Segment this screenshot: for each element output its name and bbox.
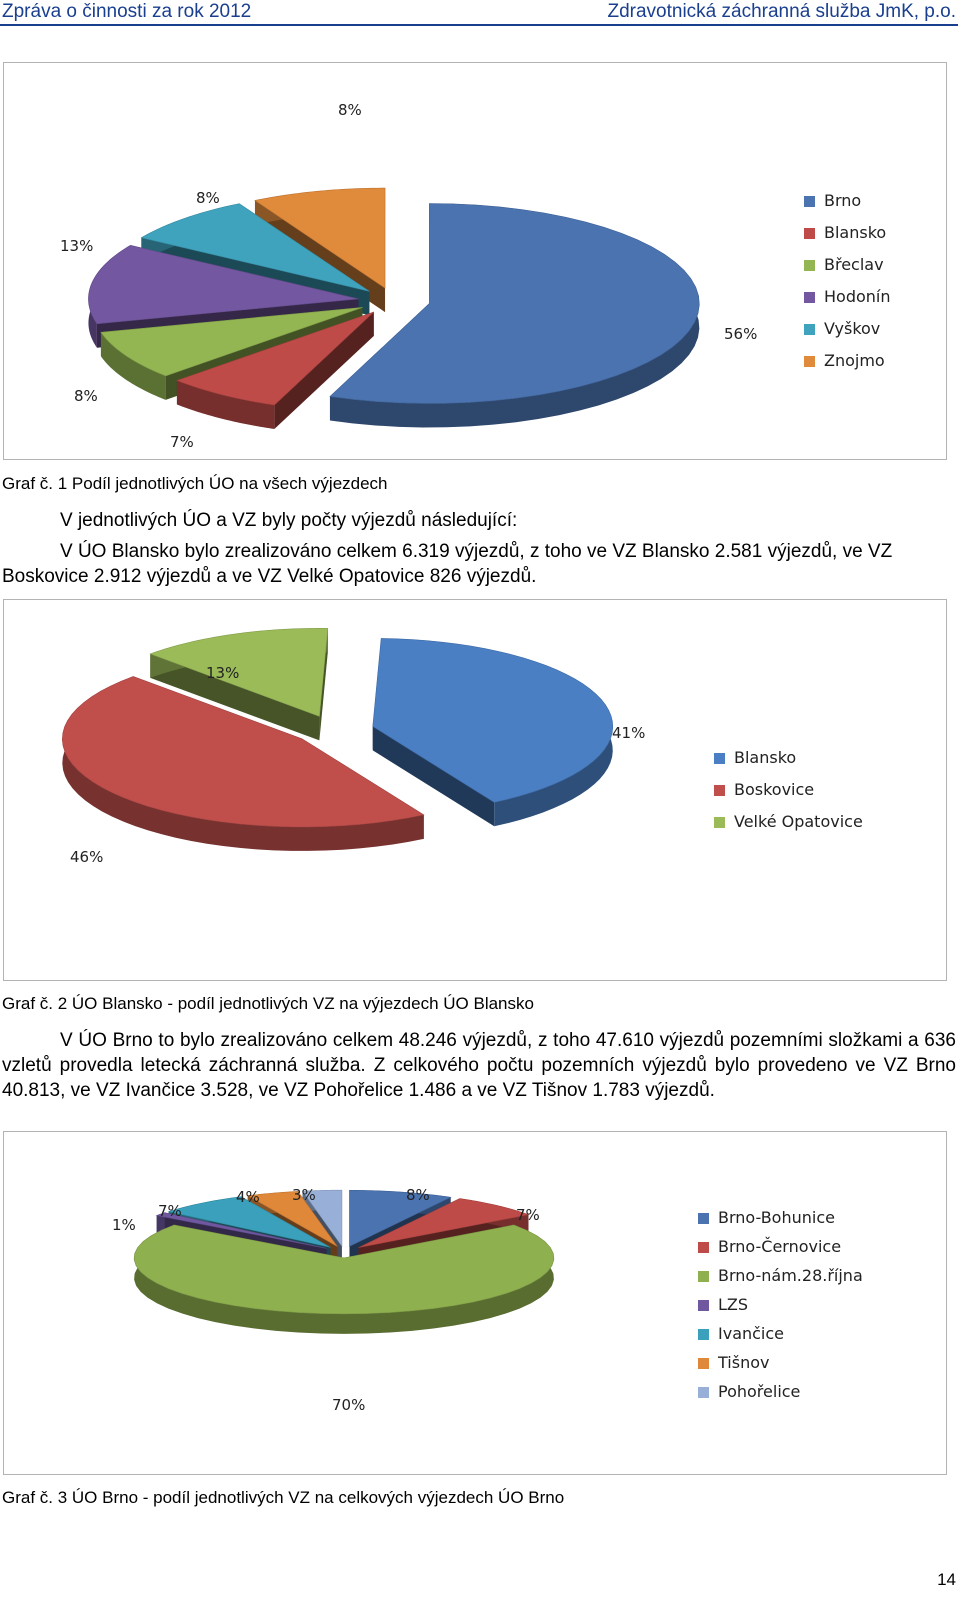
chart-3-legend-label-4: LZS <box>718 1295 749 1314</box>
chart-3-slice-3 <box>134 1225 554 1334</box>
chart-1-data-label-5: 8% <box>196 189 220 207</box>
chart-3-legend-label-7: Pohořelice <box>718 1382 801 1401</box>
chart-1-data-label-6: 8% <box>338 101 362 119</box>
chart-2-slice-1 <box>373 638 613 826</box>
chart-1-legend-swatch-4 <box>804 292 815 303</box>
chart-1-legend-swatch-3 <box>804 260 815 271</box>
chart-3-legend-swatch-3 <box>698 1271 709 1282</box>
chart-2-legend-swatch-3 <box>714 817 725 828</box>
chart-1-legend-swatch-5 <box>804 324 815 335</box>
chart-3-legend-label-5: Ivančice <box>718 1324 785 1343</box>
chart-1-data-label-2: 7% <box>170 433 194 451</box>
chart-3-data-label-1: 8% <box>406 1186 430 1204</box>
chart-1-legend-swatch-2 <box>804 228 815 239</box>
chart-3-frame <box>3 1131 947 1475</box>
chart-3-legend-label-2: Brno-Černovice <box>718 1237 842 1256</box>
chart-2-legend-swatch-2 <box>714 785 725 796</box>
chart-1-data-label-1: 56% <box>724 325 758 343</box>
chart-3-data-label-6: 4% <box>236 1188 260 1206</box>
paragraph-1-text: V ÚO Blansko bylo zrealizováno celkem 6.319 výjezdů, z toho ve VZ Blansko 2.581 výjezdů, ve VZ Boskovice 2.912 výjezdů a ve VZ Velké Opatovice 826 výjezdů. <box>2 541 893 587</box>
chart-3-data-label-2: 7% <box>516 1206 540 1224</box>
chart-2-pie <box>4 600 946 980</box>
chart-3-data-label-3: 70% <box>332 1396 366 1414</box>
chart-1-data-label-3: 8% <box>74 387 98 405</box>
page-header <box>0 0 958 26</box>
chart-3-data-label-7: 3% <box>292 1186 316 1204</box>
chart-1-data-label-4: 13% <box>60 237 94 255</box>
chart-2-data-label-2: 46% <box>70 848 104 866</box>
chart-1-caption: Graf č. 1 Podíl jednotlivých ÚO na všech výjezdech <box>2 474 388 493</box>
chart-1-slice-1 <box>330 203 699 427</box>
chart-2-data-label-3: 13% <box>206 664 240 682</box>
chart-1-legend-label-4: Hodonín <box>824 287 891 306</box>
chart-3-legend-swatch-4 <box>698 1300 709 1311</box>
chart-3-caption: Graf č. 3 ÚO Brno - podíl jednotlivých VZ na celkových výjezdech ÚO Brno <box>2 1488 565 1507</box>
chart-1-pie <box>4 63 946 459</box>
chart-2-legend-label-1: Blansko <box>734 748 797 767</box>
chart-1-legend-swatch-6 <box>804 356 815 367</box>
paragraph-1-intro: V jednotlivých ÚO a VZ byly počty výjezdů následující: <box>60 510 518 531</box>
chart-1-legend-label-6: Znojmo <box>824 351 885 370</box>
chart-3-legend-swatch-2 <box>698 1242 709 1253</box>
chart-2-legend-swatch-1 <box>714 753 725 764</box>
chart-1-legend-label-1: Brno <box>824 191 862 210</box>
page-number: 14 <box>937 1570 956 1589</box>
chart-1-legend-swatch-1 <box>804 196 815 207</box>
chart-2-caption: Graf č. 2 ÚO Blansko - podíl jednotlivých VZ na výjezdech ÚO Blansko <box>2 994 534 1013</box>
paragraph-1 <box>2 508 956 589</box>
chart-3-legend-swatch-6 <box>698 1358 709 1369</box>
report-title: Zpráva o činnosti za rok 2012 <box>2 1 252 22</box>
chart-1-legend-label-5: Vyškov <box>824 319 881 338</box>
chart-2-legend-label-3: Velké Opatovice <box>734 812 863 831</box>
chart-3-legend-swatch-5 <box>698 1329 709 1340</box>
chart-3-data-label-4: 1% <box>112 1216 136 1234</box>
chart-3-legend-swatch-7 <box>698 1387 709 1398</box>
paragraph-2: V ÚO Brno to bylo zrealizováno celkem 48.246 výjezdů, z toho 47.610 výjezdů pozemními složkami a 636 vzletů provedla letecká záchranná služba. Z celkového počtu pozemních výjezdů bylo provedeno ve VZ Brno 40.813, ve VZ Ivančice 3.528, ve VZ Pohořelice 1.486 a ve VZ Tišnov 1.783 výjezdů. <box>2 1030 956 1101</box>
chart-3-legend-label-3: Brno-nám.28.října <box>718 1266 863 1285</box>
chart-1-legend-label-2: Blansko <box>824 223 887 242</box>
chart-2-frame <box>3 599 947 981</box>
chart-3-legend-label-6: Tišnov <box>718 1353 770 1372</box>
chart-2-legend-label-2: Boskovice <box>734 780 815 799</box>
chart-2-data-label-1: 41% <box>612 724 646 742</box>
chart-1-frame <box>3 62 947 460</box>
chart-3-legend-swatch-1 <box>698 1213 709 1224</box>
chart-3-pie <box>4 1132 946 1474</box>
chart-1-legend-label-3: Břeclav <box>824 255 884 274</box>
chart-3-data-label-5: 7% <box>158 1202 182 1220</box>
chart-3-legend-label-1: Brno-Bohunice <box>718 1208 835 1227</box>
organization-name: Zdravotnická záchranná služba JmK, p.o. <box>607 1 956 22</box>
